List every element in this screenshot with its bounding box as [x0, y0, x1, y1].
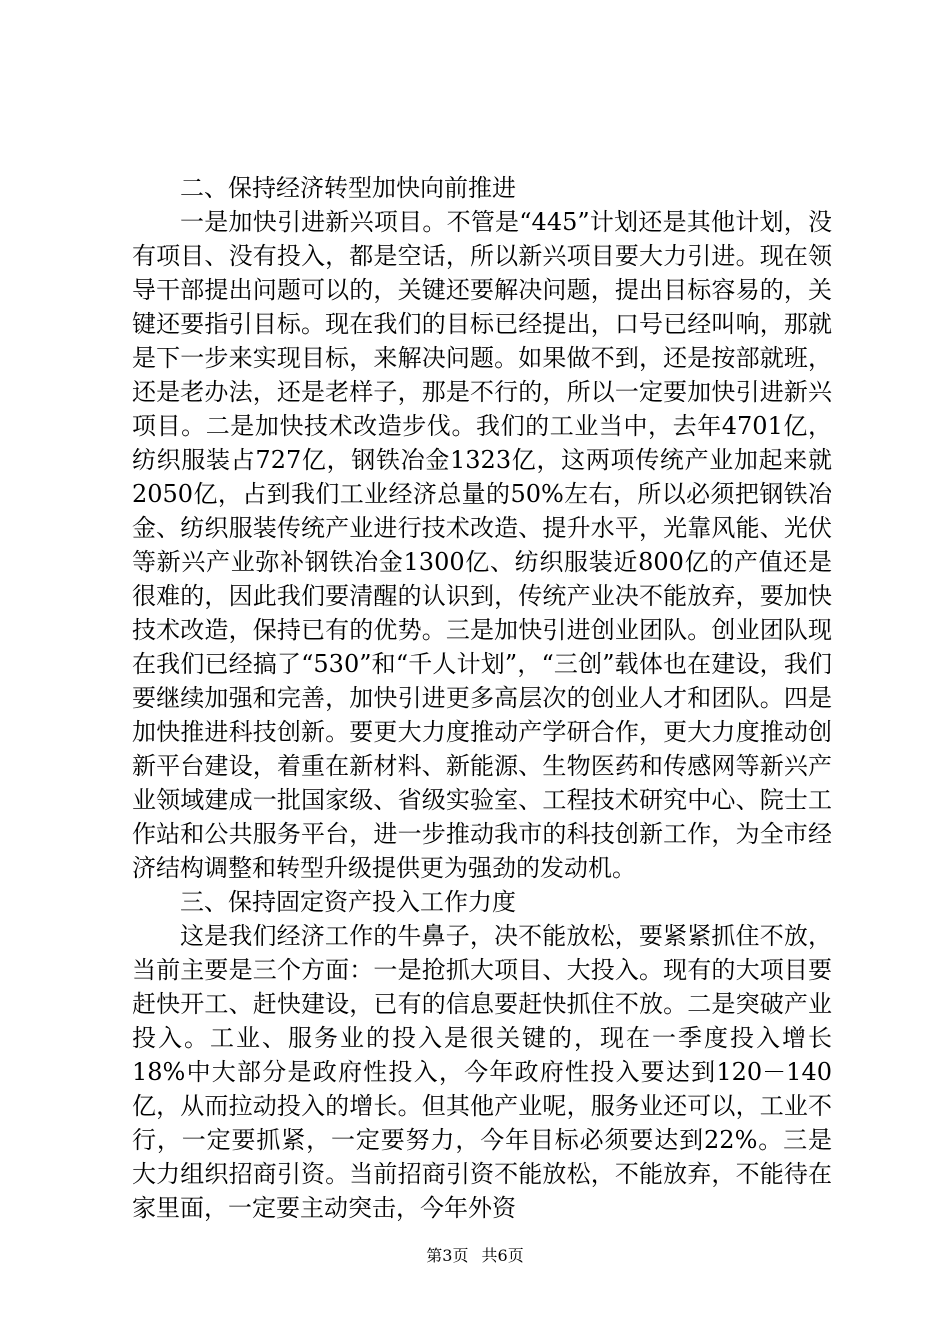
page-number-total: 共6页: [481, 1246, 524, 1265]
section-heading-2: 二、保持经济转型加快向前推进: [180, 174, 516, 202]
section-heading-3: 三、保持固定资产投入工作力度: [180, 888, 516, 916]
section-paragraph-2: 一是加快引进新兴项目。不管是“445”计划还是其他计划，没有项目、没有投入，都是空话，所以新兴项目要大力引进。现在领导干部提出问题可以的，关键还要解决问题，提出目标容易的，关键还要指引目标。现在我们的目标已经提出，口号已经叫响，那就是下一步来实现目标，来解决问题。如果做不到，还是按部就班，还是老办法，还是老样子，那是不行的，所以一定要加快引进新兴项目。二是加快技术改造步伐。我们的工业当中，去年4701亿，纺织服装占727亿，钢铁冶金1323亿，这两项传统产业加起来就2050亿，占到我们工业经济总量的50%左右，所以必须把钢铁冶金、纺织服装传统产业进行技术改造、提升水平，光靠风能、光伏等新兴产业弥补钢铁冶金1300亿、纺织服装近800亿的产值还是很难的，因此我们要清醒的认识到，传统产业决不能放弃，要加快技术改造，保持已有的优势。三是加快引进创业团队。创业团队现在我们已经搞了“530”和“千人计划”，“三创”载体也在建设，我们要继续加强和完善，加快引进更多高层次的创业人才和团队。四是加快推进科技创新。要更大力度推动产学研合作，更大力度推动创新平台建设，着重在新材料、新能源、生物医药和传感网等新兴产业领域建成一批国家级、省级实验室、工程技术研究中心、院士工作站和公共服务平台，进一步推动我市的科技创新工作，为全市经济结构调整和转型升级提供更为强劲的发动机。: [132, 208, 832, 882]
document-body: [132, 171, 832, 1225]
page-number-current: 第3页: [426, 1246, 469, 1265]
page-footer: [0, 1245, 950, 1267]
section-paragraph-3: 这是我们经济工作的牛鼻子，决不能放松，要紧紧抓住不放，当前主要是三个方面：一是抢抓大项目、大投入。现有的大项目要赶快开工、赶快建设，已有的信息要赶快抓住不放。二是突破产业投入。工业、服务业的投入是很关键的，现在一季度投入增长18%中大部分是政府性投入，今年政府性投入要达到120－140亿，从而拉动投入的增长。但其他产业呢，服务业还可以，工业不行，一定要抓紧，一定要努力，今年目标必须要达到22%。三是大力组织招商引资。当前招商引资不能放松，不能放弃，不能待在家里面，一定要主动突击，今年外资: [132, 922, 832, 1222]
